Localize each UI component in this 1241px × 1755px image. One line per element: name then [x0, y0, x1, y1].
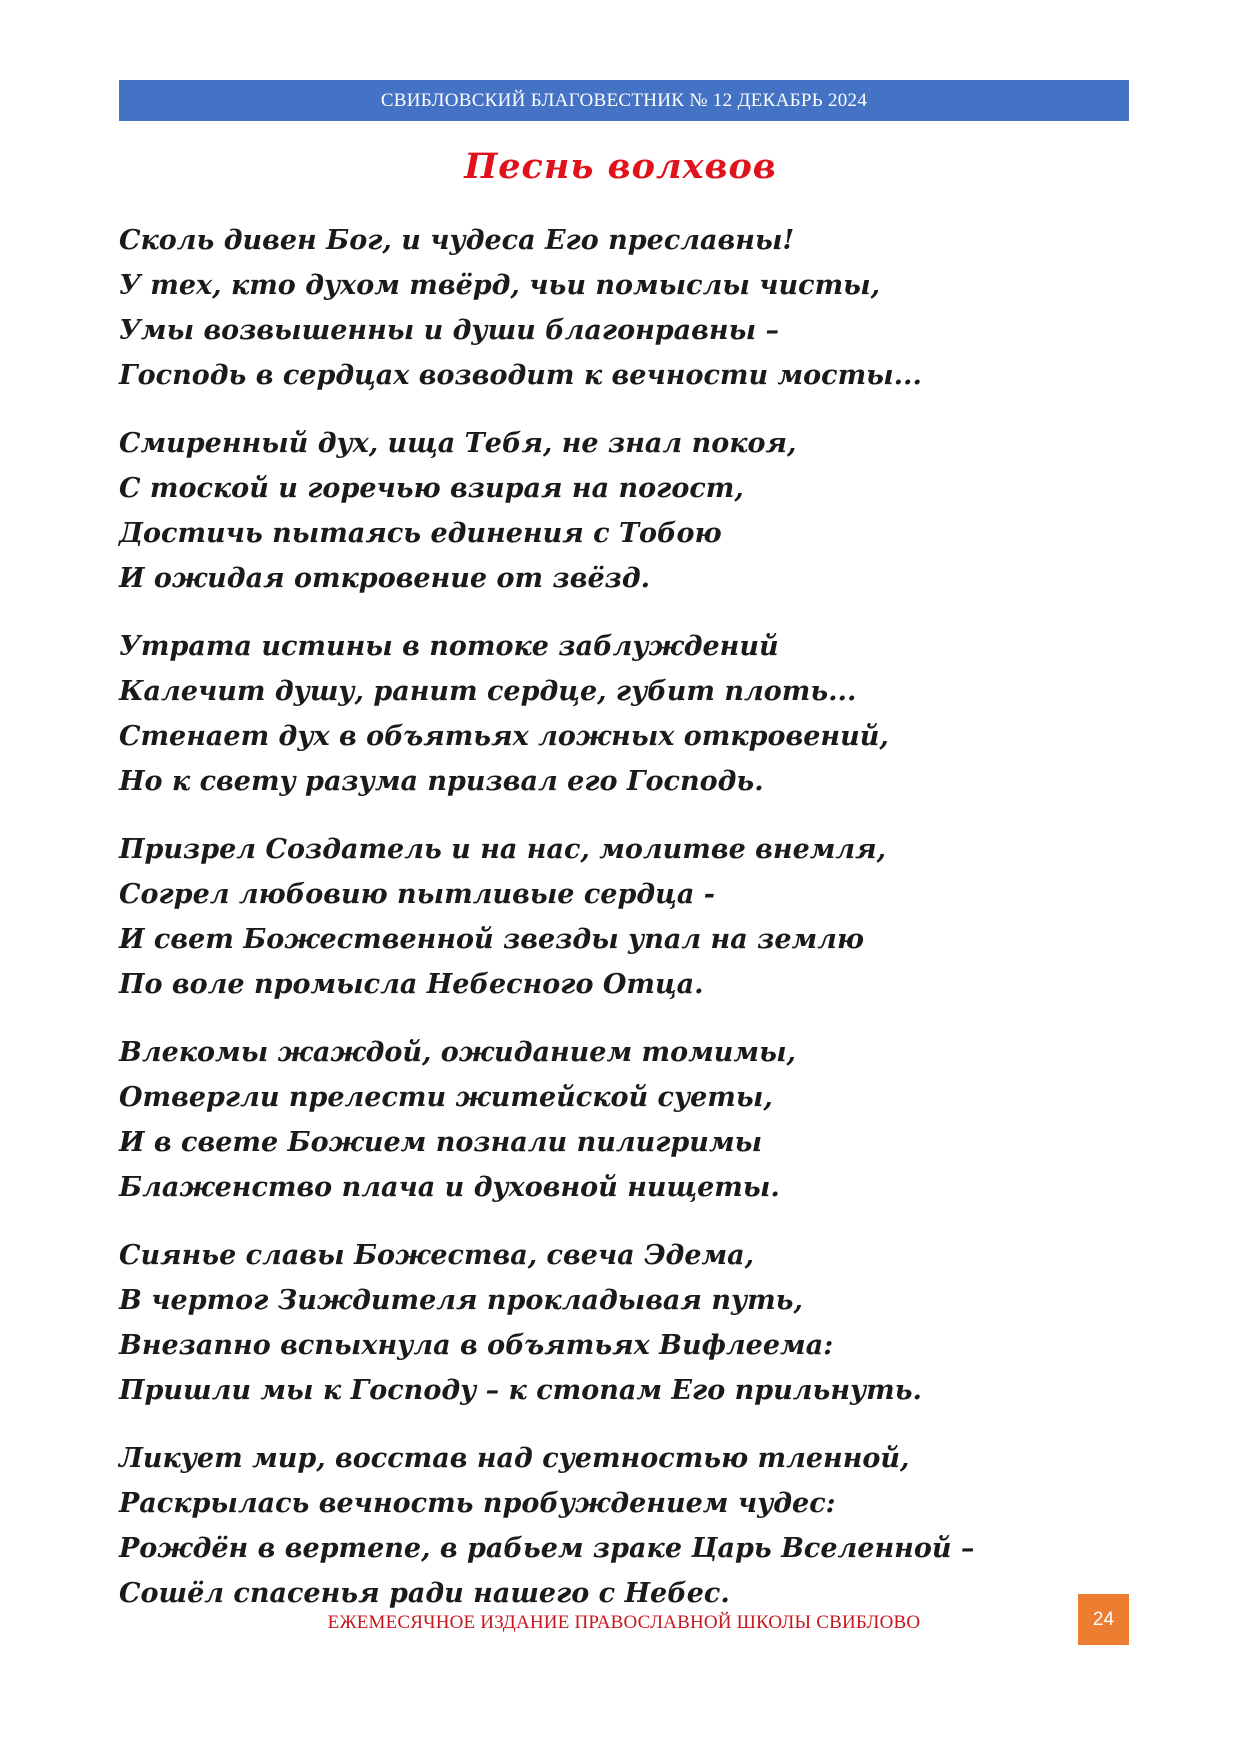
poem-line: С тоской и горечью взирая на погост,: [119, 473, 744, 504]
poem-line: Господь в сердцах возводит к вечности мосты...: [119, 360, 922, 391]
poem-line: Сошёл спасенья ради нашего с Небес.: [119, 1578, 730, 1609]
poem-line: У тех, кто духом твёрд, чьи помыслы чисты,: [119, 270, 881, 301]
page-number: 24: [1092, 1608, 1115, 1630]
stanza: [119, 827, 1119, 1007]
poem-body: [119, 218, 1119, 1639]
poem-line: Сколь дивен Бог, и чудеса Его преславны!: [119, 225, 795, 256]
poem-line: Призрел Создатель и на нас, молитве внемля,: [119, 834, 887, 865]
footer-publication-text: ЕЖЕМЕСЯЧНОЕ ИЗДАНИЕ ПРАВОСЛАВНОЙ ШКОЛЫ СВИБЛОВО: [327, 1612, 921, 1633]
poem-line: Согрел любовию пытливые сердца -: [119, 879, 715, 910]
poem-line: Внезапно вспыхнула в объятьях Вифлеема:: [119, 1330, 834, 1361]
poem-line: Утрата истины в потоке заблуждений: [119, 631, 779, 662]
poem-line: Но к свету разума призвал его Господь.: [119, 766, 764, 797]
poem-line: И ожидая откровение от звёзд.: [119, 563, 651, 594]
poem-line: Сиянье славы Божества, свеча Эдема,: [119, 1240, 755, 1271]
poem-line: Отвергли прелести житейской суеты,: [119, 1082, 773, 1113]
poem-line: Раскрылась вечность пробуждением чудес:: [119, 1488, 836, 1519]
poem-line: И свет Божественной звезды упал на землю: [119, 924, 864, 955]
stanza: [119, 624, 1119, 804]
poem-line: Рождён в вертепе, в рабьем зраке Царь Вселенной –: [119, 1533, 975, 1564]
stanza: [119, 1233, 1119, 1413]
stanza: [119, 218, 1119, 398]
poem-line: Блаженство плача и духовной нищеты.: [119, 1172, 780, 1203]
header-bar: [119, 80, 1129, 121]
stanza: [119, 1436, 1119, 1616]
poem-line: Смиренный дух, ища Тебя, не знал покоя,: [119, 428, 797, 459]
newsletter-title: СВИБЛОВСКИЙ БЛАГОВЕСТНИК № 12 ДЕКАБРЬ 2024: [380, 89, 868, 111]
poem-line: В чертог Зиждителя прокладывая путь,: [119, 1285, 803, 1316]
stanza: [119, 421, 1119, 601]
poem-line: Умы возвышенны и души благонравны –: [119, 315, 779, 346]
poem-line: Достичь пытаясь единения с Тобою: [119, 518, 722, 549]
poem-line: По воле промысла Небесного Отца.: [119, 969, 704, 1000]
stanza: [119, 1030, 1119, 1210]
poem-line: Пришли мы к Господу – к стопам Его прильнуть.: [119, 1375, 922, 1406]
poem-line: Влекомы жаждой, ожиданием томимы,: [119, 1037, 796, 1068]
poem-line: Калечит душу, ранит сердце, губит плоть...: [119, 676, 857, 707]
page-number-badge: [1078, 1594, 1129, 1645]
poem-line: И в свете Божием познали пилигримы: [119, 1127, 763, 1158]
poem-line: Стенает дух в объятьях ложных откровений,: [119, 721, 889, 752]
poem-title: Песнь волхвов: [464, 146, 777, 187]
poem-line: Ликует мир, восстав над суетностью тленной,: [119, 1443, 910, 1474]
